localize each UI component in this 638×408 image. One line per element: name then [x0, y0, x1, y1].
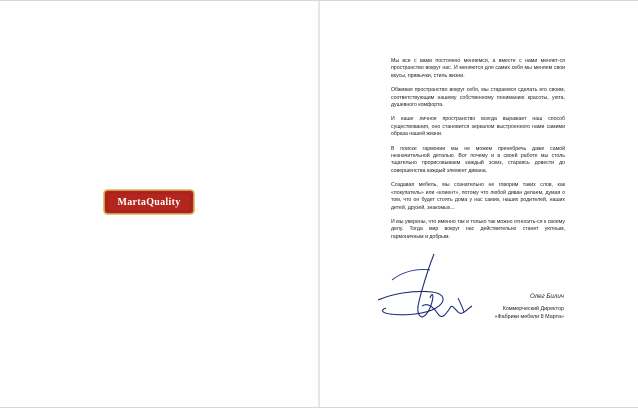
letter-body — [391, 58, 565, 248]
letter-paragraph: Создавая мебель, мы сознательно не говорим таких слов, как «покупатель» или «клиент», потому что любой диван делаем, думая о том, что он будет стоять дома у нас самих, наших родителей, наших детей, друзей, знакомых... — [391, 182, 565, 211]
letter-paragraph: В поиске гармонии мы не можем пренебречь даже самой незначительной деталью. Вот почему и в своей работе мы столь тщательно прорисовываем каждый эскиз, стараясь довести до совершенства каждый элемент дивана. — [391, 145, 565, 174]
logo-wordmark — [102, 188, 196, 216]
signoff-block — [414, 292, 564, 321]
signer-title: Коммерческий Директор — [502, 306, 564, 312]
letter-paragraph: Мы все с вами постоянно меняемся, а вместе с нами меняет-ся пространство вокруг нас. И меняются для самих себя мы меняем свои вкусы, привычки, стиль жизни. — [391, 58, 565, 79]
letter-paragraph: И наше личное пространство всегда выражает наш способ существования, оно становится зеркалом выстроенного нами самими образа нашей жизни. — [391, 116, 565, 138]
signer-company: «Фабрики мебели 8 Марта» — [494, 313, 564, 320]
logo-word-quality: Quality — [146, 196, 181, 208]
signer-name: Олег Билич — [529, 293, 564, 300]
letter-paragraph: Обживая пространство вокруг себя, мы стараемся сделать его своим, соответствующим нашему собственному пониманию красоты, уюта, душевного комфорта. — [391, 87, 565, 109]
letter-paragraph: И мы уверены, что именно так и только так можно относить-ся к своему делу. Тогда мир вокруг нас действительно станет уютным, гармоничным и добрым. — [391, 218, 565, 240]
logo-word-marta: Marta — [117, 196, 147, 208]
frame-top-border — [0, 0, 638, 1]
brand-logo — [102, 188, 196, 216]
